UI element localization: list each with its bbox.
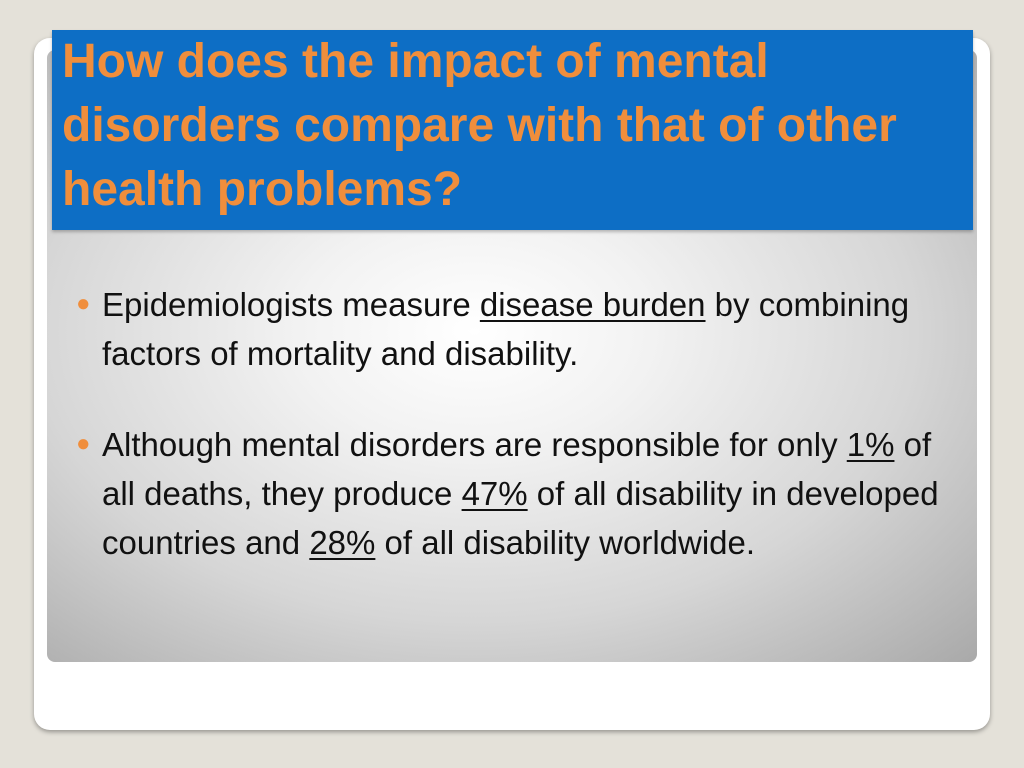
underlined-term: disease burden bbox=[479, 286, 706, 323]
bullet-item-disease-burden bbox=[76, 280, 956, 378]
bullet-text-part: Epidemiologists measure bbox=[102, 286, 480, 323]
worldwide-disability-percent: 28% bbox=[309, 524, 376, 561]
bullet-text-part: Although mental disorders are responsible for only bbox=[102, 426, 847, 463]
bullet-dot-icon: ● bbox=[76, 290, 91, 317]
bullet-dot-icon: ● bbox=[76, 430, 91, 457]
slide-title: How does the impact of mental disorders compare with that of other health problems? bbox=[62, 35, 897, 216]
bullet-text-part: of all disability worldwide. bbox=[375, 524, 756, 561]
deaths-percent: 1% bbox=[846, 426, 895, 463]
bullet-text-part: of all deaths, they produce bbox=[102, 426, 932, 512]
bullet-item-disability-stats bbox=[76, 420, 956, 567]
bullet-list bbox=[76, 280, 956, 609]
bullet-text-part: by combining factors of mortality and disability. bbox=[102, 286, 910, 372]
developed-disability-percent: 47% bbox=[461, 475, 528, 512]
bullet-text-part: of all disability in developed countries and bbox=[102, 475, 939, 561]
